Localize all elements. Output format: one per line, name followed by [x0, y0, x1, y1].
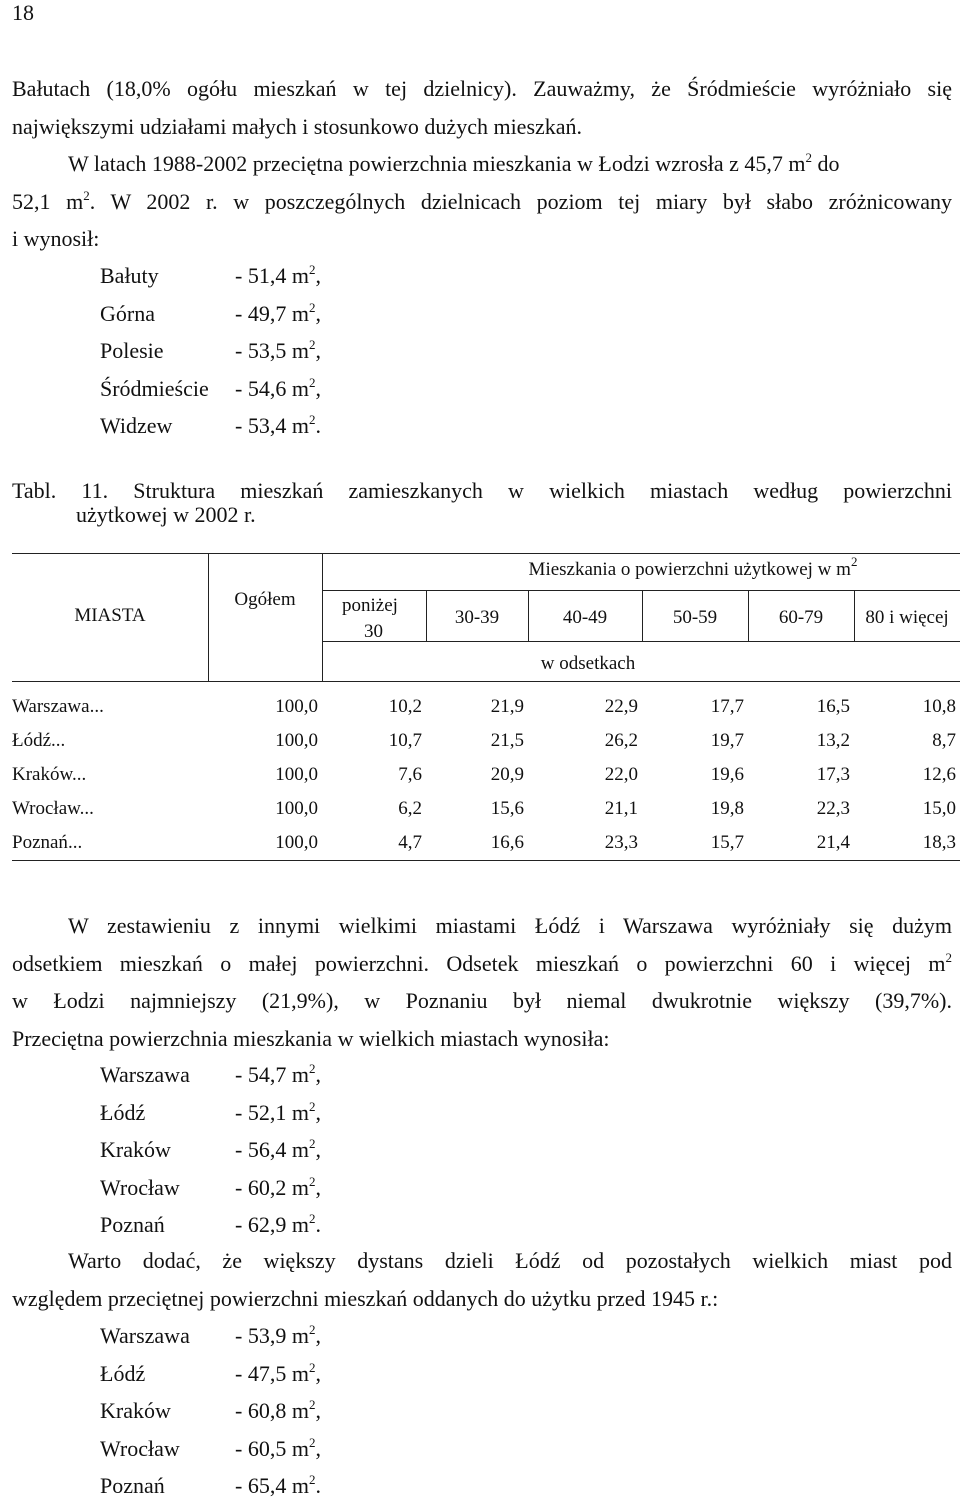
table-cell: 16,5 [816, 696, 850, 717]
list-item-value: - 53,4 m [235, 413, 309, 438]
table-cell: 17,7 [710, 696, 744, 717]
list-item-name: Kraków [100, 1398, 171, 1423]
table-top-rule [12, 553, 960, 554]
header-miasta: MIASTA [74, 605, 146, 626]
list-item [100, 370, 321, 408]
list-item-name: Warszawa [100, 1323, 190, 1348]
list-item-end: . [315, 413, 321, 438]
table-cell: 4,7 [398, 832, 422, 853]
list-item [100, 1355, 321, 1393]
list-item-value: - 53,9 m [235, 1323, 309, 1348]
superscript: 2 [308, 299, 316, 315]
paragraph-2-line-3: i wynosił: [12, 226, 100, 251]
list-item-end: , [315, 375, 321, 401]
superscript: 2 [308, 1397, 316, 1412]
superscript: 2 [308, 1472, 316, 1487]
table-cell: 23,3 [604, 832, 638, 853]
table-cell: 8,7 [932, 730, 956, 751]
paragraph-2-line-2: 52,1 $m^2$. W 2002 r. w poszczególnych dzielnicach poziom tej miary był słabo zróżnicowany [12, 187, 952, 214]
list-item [100, 1169, 321, 1207]
list-item-end: , [315, 1099, 321, 1125]
table-cell: 12,6 [922, 764, 956, 785]
table-row-city: Wrocław... [12, 798, 94, 819]
header-ponizej: poniżej [342, 595, 398, 616]
list-item-value: - 65,4 m [235, 1473, 309, 1498]
list-item-value: - 49,7 m [235, 300, 309, 326]
page-number: 18 [12, 0, 34, 25]
table-cell: 100,0 [275, 764, 318, 785]
list-item-value: - 56,4 m [235, 1137, 309, 1162]
superscript: 2 [308, 337, 316, 352]
city-area-list [100, 1056, 321, 1244]
header-divider [208, 553, 209, 681]
paragraph-3-line-4: Przeciętna powierzchnia mieszkania w wielkich miastach wynosiła: [12, 1025, 610, 1051]
superscript: 2 [308, 1211, 316, 1226]
housing-structure-table [12, 553, 960, 861]
superscript: 2 [308, 374, 316, 390]
list-item [100, 332, 321, 370]
table-cell: 21,9 [490, 696, 524, 717]
header-range: 40-49 [562, 607, 608, 628]
table-cell: 21,4 [816, 832, 850, 853]
header-range: 30-39 [454, 607, 500, 628]
list-item-value: - 62,9 m [235, 1212, 309, 1237]
list-item [100, 257, 321, 295]
list-item [100, 1131, 321, 1169]
paragraph-2 [12, 145, 952, 258]
table-cell: 13,2 [816, 730, 850, 751]
header-divider [322, 553, 323, 681]
list-item-value: - 60,2 m [235, 1174, 309, 1200]
list-item-end: , [315, 1323, 321, 1348]
header-bottom-rule [12, 681, 960, 682]
header-range: 80 i więcej [865, 607, 949, 628]
table-cell: 10,8 [922, 696, 956, 717]
list-item-end: , [315, 1174, 321, 1200]
table-bottom-rule [12, 860, 960, 861]
table-cell: 22,3 [816, 798, 850, 819]
district-area-list [100, 257, 321, 445]
paragraph-1-line-1: Bałutach (18,0% ogółu mieszkań w tej dzielnicy). Zauważmy, że Śródmieście wyróżniało się [12, 76, 952, 101]
table-cell: 18,3 [922, 832, 956, 853]
list-item-name: Wrocław [100, 1435, 180, 1461]
paragraph-2-line-1: W latach 1988-2002 przeciętna powierzchnia mieszkania w Łodzi wzrosła z 45,7 $m^2$ do [68, 150, 840, 176]
paragraph-4-line-2: względem przeciętnej powierzchni mieszkań oddanych do użytku przed 1945 r.: [12, 1285, 719, 1311]
table-cell: 21,5 [490, 730, 524, 751]
paragraph-4-line-1: Warto dodać, że większy dystans dzieli Łódź od pozostałych wielkich miast pod [68, 1248, 952, 1273]
list-item-end: , [315, 338, 321, 363]
list-item-name: Warszawa [100, 1062, 190, 1087]
superscript: 2 [308, 1098, 316, 1114]
superscript: 2 [308, 262, 316, 277]
list-item-end: , [315, 300, 321, 326]
list-item-value: - 53,5 m [235, 338, 309, 363]
header-range: 60-79 [778, 607, 824, 628]
superscript: 2 [308, 1061, 316, 1076]
list-item-name: Bałuty [100, 263, 159, 288]
group-header-rule [322, 590, 960, 591]
table-cell: 6,2 [398, 798, 422, 819]
list-item-name: Wrocław [100, 1174, 180, 1200]
list-item-name: Łódź [100, 1360, 146, 1386]
paragraph-4 [12, 1242, 952, 1317]
table-cell: 100,0 [275, 798, 318, 819]
header-ogolem: Ogółem [234, 589, 296, 610]
paragraph-3-line-1: W zestawieniu z innymi wielkimi miastami Łódź i Warszawa wyróżniały się dużym [68, 913, 952, 938]
table-cell: 16,6 [490, 832, 524, 853]
list-item-end: , [315, 1435, 321, 1461]
table-row-city: Łódź... [12, 730, 66, 751]
superscript: 2 [308, 1434, 316, 1450]
table-cell: 17,3 [816, 764, 850, 785]
header-range: 50-59 [672, 607, 718, 628]
list-item-name: Poznań [100, 1212, 165, 1237]
list-item [100, 1392, 321, 1430]
list-item-name: Polesie [100, 338, 164, 363]
table-cell: 26,2 [604, 730, 638, 751]
list-item-end: , [315, 1398, 321, 1423]
superscript: 2 [308, 1322, 316, 1337]
table-cell: 10,7 [388, 730, 422, 751]
table-row-city: Kraków... [12, 764, 87, 785]
list-item-end: , [315, 1062, 321, 1087]
paragraph-3 [12, 907, 952, 1057]
list-item-end: , [315, 1360, 321, 1386]
list-item [100, 1206, 321, 1244]
list-item [100, 407, 321, 445]
paragraph-1-line-2: największymi udziałami małych i stosunkowo dużych mieszkań. [12, 113, 583, 139]
list-item-end: . [315, 1212, 321, 1237]
list-item-name: Łódź [100, 1099, 146, 1125]
superscript: 2 [308, 412, 316, 427]
table-cell: 7,6 [398, 764, 422, 785]
table-cell: 22,0 [604, 764, 638, 785]
list-item-name: Widzew [100, 413, 173, 438]
table-cell: 21,1 [604, 798, 638, 819]
superscript: 2 [945, 949, 952, 965]
list-item-end: . [315, 1473, 321, 1498]
list-item [100, 295, 321, 333]
table-cell: 100,0 [275, 832, 318, 853]
list-item-end: , [315, 1137, 321, 1162]
superscript: 2 [308, 1173, 316, 1189]
paragraph-3-line-2: odsetkiem mieszkań o małej powierzchni. Odsetek mieszkań o powierzchni 60 i więcej $m^2$ [12, 949, 952, 976]
list-item-value: - 60,8 m [235, 1398, 309, 1423]
list-item-name: Śródmieście [100, 375, 209, 401]
superscript: 2 [308, 1136, 316, 1151]
list-item [100, 1317, 321, 1355]
list-item-name: Górna [100, 300, 155, 326]
list-item-value: - 51,4 m [235, 263, 309, 288]
header-ponizej-30: 30 [364, 621, 383, 642]
list-item-name: Poznań [100, 1473, 165, 1498]
paragraph-1 [12, 70, 952, 145]
table-cell: 15,6 [490, 798, 524, 819]
list-item-value: - 60,5 m [235, 1435, 309, 1461]
table-cell: 19,8 [710, 798, 744, 819]
list-item [100, 1467, 321, 1505]
list-item-value: - 52,1 m [235, 1099, 309, 1125]
table-caption-line-2: użytkowej w 2002 r. [76, 502, 256, 527]
table-caption-line-1: Tabl. 11. Struktura mieszkań zamieszkanych w wielkich miastach według powierzchni [12, 478, 952, 503]
header-unit: w odsetkach [540, 653, 636, 674]
list-item-value: - 54,6 m [235, 375, 309, 401]
table-cell: 19,6 [710, 764, 744, 785]
header-group-title: Mieszkania o powierzchni użytkowej w $m^2$ [528, 554, 858, 580]
superscript: 2 [308, 1359, 316, 1375]
table-cell: 22,9 [604, 696, 638, 717]
table-caption [12, 479, 952, 527]
table-cell: 15,0 [922, 798, 956, 819]
table-cell: 10,2 [388, 696, 422, 717]
list-item [100, 1056, 321, 1094]
list-item-name: Kraków [100, 1137, 171, 1162]
list-item [100, 1430, 321, 1468]
list-item-end: , [315, 263, 321, 288]
pre1945-area-list [100, 1317, 321, 1505]
table-cell: 100,0 [275, 730, 318, 751]
table-row-city: Warszawa... [12, 696, 104, 717]
superscript: 2 [83, 187, 90, 203]
list-item [100, 1094, 321, 1132]
table-cell: 100,0 [275, 696, 318, 717]
superscript: 2 [850, 554, 858, 569]
table-row-city: Poznań... [12, 832, 83, 853]
paragraph-3-line-3: w Łodzi najmniejszy (21,9%), w Poznaniu był niemal dwukrotnie większy (39,7%). [12, 988, 952, 1013]
list-item-value: - 54,7 m [235, 1062, 309, 1087]
table-cell: 20,9 [490, 764, 524, 785]
table-cell: 15,7 [710, 832, 744, 853]
superscript: 2 [805, 150, 813, 165]
list-item-value: - 47,5 m [235, 1360, 309, 1386]
range-header-rule [322, 641, 960, 642]
table-cell: 19,7 [710, 730, 744, 751]
